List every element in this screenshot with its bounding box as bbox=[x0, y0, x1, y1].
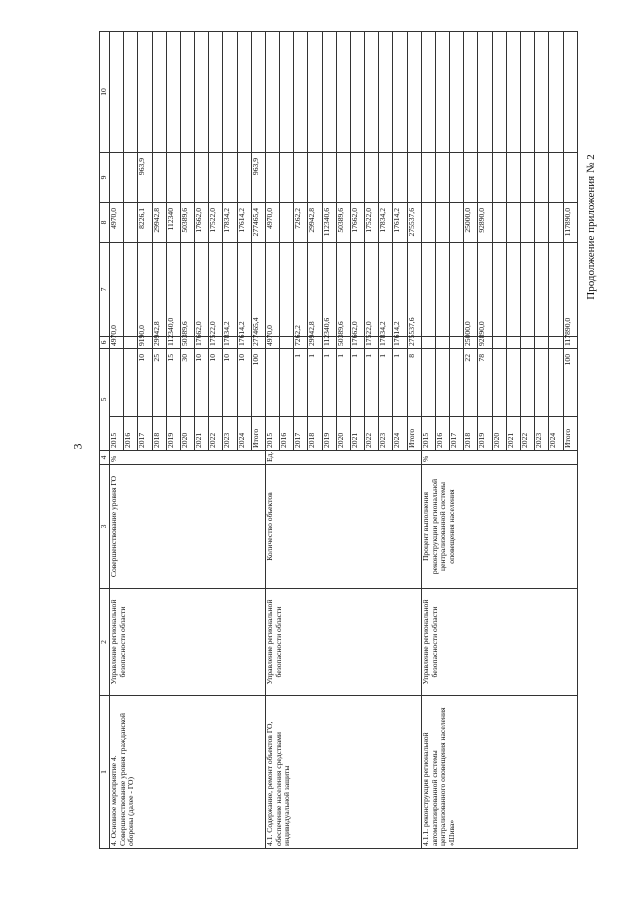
value-cell-c9 bbox=[563, 152, 578, 202]
value-cell-c6: 17834,2 bbox=[223, 336, 237, 348]
value-cell-c5: 10 bbox=[138, 348, 152, 416]
year-cell: 2019 bbox=[166, 417, 180, 451]
value-cell-c9 bbox=[407, 152, 421, 202]
value-cell-c9: 963,9 bbox=[251, 152, 265, 202]
column-number-cell: 1 bbox=[100, 696, 110, 849]
value-cell-c8 bbox=[506, 202, 520, 242]
value-cell-c5: 1 bbox=[379, 348, 393, 416]
value-cell-c8: 117890,0 bbox=[563, 202, 578, 242]
activity-cell: 4.1.1. реконструкция региональной автоматизированной системы централизованного оповещения населения «Шива» bbox=[421, 696, 577, 849]
year-cell: Итого bbox=[251, 417, 265, 451]
year-cell: 2023 bbox=[223, 417, 237, 451]
value-cell-c5 bbox=[520, 348, 534, 416]
value-cell-c8 bbox=[280, 202, 294, 242]
value-cell-c8 bbox=[549, 202, 563, 242]
value-cell-c8: 17834,2 bbox=[379, 202, 393, 242]
column-number-cell: 6 bbox=[100, 336, 110, 348]
value-cell-c9 bbox=[365, 152, 379, 202]
year-cell: 2018 bbox=[152, 417, 166, 451]
value-cell-c9 bbox=[421, 152, 435, 202]
value-cell-c8 bbox=[421, 202, 435, 242]
column-number-cell: 8 bbox=[100, 202, 110, 242]
value-cell-c8 bbox=[535, 202, 549, 242]
value-cell-c6: 29942,8 bbox=[152, 336, 166, 348]
value-cell-c10 bbox=[435, 31, 449, 152]
column-number-cell: 9 bbox=[100, 152, 110, 202]
value-cell-c8: 92890,0 bbox=[478, 202, 492, 242]
value-cell-c6: 4970,0 bbox=[265, 336, 279, 348]
table-row bbox=[421, 31, 435, 848]
column-number-row bbox=[100, 31, 110, 848]
table-row bbox=[110, 31, 124, 848]
value-cell-c6: 112340,0 bbox=[166, 336, 180, 348]
value-cell-c6: 17522,0 bbox=[365, 336, 379, 348]
value-cell-c10 bbox=[535, 31, 549, 152]
value-cell-c6: 50389,6 bbox=[336, 336, 350, 348]
value-cell-c8 bbox=[450, 202, 464, 242]
value-cell-c6: 277465,4 bbox=[251, 336, 265, 348]
value-cell-c7 bbox=[520, 242, 534, 336]
value-cell-c10 bbox=[407, 31, 421, 152]
value-cell-c9 bbox=[336, 152, 350, 202]
value-cell-c7 bbox=[450, 242, 464, 336]
value-cell-c5 bbox=[506, 348, 520, 416]
value-cell-c5: 10 bbox=[209, 348, 223, 416]
value-cell-c7 bbox=[421, 242, 435, 336]
value-cell-c9 bbox=[450, 152, 464, 202]
page-number: 3 bbox=[70, 443, 85, 450]
column-number-cell: 7 bbox=[100, 242, 110, 336]
year-cell: 2021 bbox=[350, 417, 364, 451]
year-cell: 2016 bbox=[124, 417, 138, 451]
year-cell: 2021 bbox=[506, 417, 520, 451]
value-cell-c5: 10 bbox=[237, 348, 251, 416]
year-cell: Итого bbox=[563, 417, 578, 451]
value-cell-c10 bbox=[152, 31, 166, 152]
value-cell-c6 bbox=[435, 336, 449, 348]
year-cell: Итого bbox=[407, 417, 421, 451]
year-cell: 2019 bbox=[322, 417, 336, 451]
year-cell: 2021 bbox=[195, 417, 209, 451]
year-cell: 2022 bbox=[520, 417, 534, 451]
activity-cell: 4.1. Содержание, ремонт объектов ГО, обеспечение населения средствами индивидуальной защиты bbox=[265, 696, 421, 849]
value-cell-c9 bbox=[110, 152, 124, 202]
value-cell-c6 bbox=[549, 336, 563, 348]
value-cell-c5 bbox=[265, 348, 279, 416]
year-cell: 2017 bbox=[450, 417, 464, 451]
value-cell-c10 bbox=[322, 31, 336, 152]
value-cell-c5: 1 bbox=[393, 348, 407, 416]
year-cell: 2020 bbox=[336, 417, 350, 451]
value-cell-c8: 17522,0 bbox=[365, 202, 379, 242]
value-cell-c6: 112340,6 bbox=[322, 336, 336, 348]
value-cell-c6: 17662,0 bbox=[195, 336, 209, 348]
value-cell-c8: 7262,2 bbox=[294, 202, 308, 242]
value-cell-c10 bbox=[195, 31, 209, 152]
value-cell-c5: 15 bbox=[166, 348, 180, 416]
year-cell: 2019 bbox=[478, 417, 492, 451]
value-cell-c8: 17614,2 bbox=[237, 202, 251, 242]
value-cell-c9 bbox=[322, 152, 336, 202]
year-cell: 2015 bbox=[265, 417, 279, 451]
value-cell-c5: 22 bbox=[464, 348, 478, 416]
value-cell-c7 bbox=[549, 242, 563, 336]
value-cell-c5: 25 bbox=[152, 348, 166, 416]
value-cell-c5 bbox=[280, 348, 294, 416]
value-cell-c8: 275537,6 bbox=[407, 202, 421, 242]
year-cell: 2016 bbox=[280, 417, 294, 451]
value-cell-c10 bbox=[294, 31, 308, 152]
value-cell-c8 bbox=[492, 202, 506, 242]
executor-cell: Управление региональной безопасности области bbox=[265, 589, 421, 696]
value-cell-c5: 10 bbox=[223, 348, 237, 416]
year-cell: 2024 bbox=[393, 417, 407, 451]
value-cell-c6: 17614,2 bbox=[237, 336, 251, 348]
indicator-cell: Совершенствование уровня ГО bbox=[110, 465, 266, 589]
value-cell-c9 bbox=[506, 152, 520, 202]
unit-cell: % bbox=[421, 451, 577, 465]
indicator-cell: Процент выполнения реконструкции региональной централизованной системы оповещения населения bbox=[421, 465, 577, 589]
value-cell-c9 bbox=[308, 152, 322, 202]
value-cell-c9 bbox=[492, 152, 506, 202]
value-cell-c6: 117890,0 bbox=[563, 336, 578, 348]
value-cell-c5: 1 bbox=[350, 348, 364, 416]
value-cell-c10 bbox=[265, 31, 279, 152]
value-cell-c10 bbox=[110, 31, 124, 152]
value-cell-c5 bbox=[549, 348, 563, 416]
value-cell-c5: 8 bbox=[407, 348, 421, 416]
value-cell-c10 bbox=[450, 31, 464, 152]
value-cell-c6 bbox=[450, 336, 464, 348]
column-number-cell: 3 bbox=[100, 465, 110, 589]
value-cell-c8: 112340 bbox=[166, 202, 180, 242]
value-cell-c5 bbox=[435, 348, 449, 416]
value-cell-c9 bbox=[350, 152, 364, 202]
value-cell-c9 bbox=[152, 152, 166, 202]
value-cell-c5 bbox=[124, 348, 138, 416]
value-cell-c7 bbox=[138, 242, 152, 336]
year-cell: 2017 bbox=[138, 417, 152, 451]
value-cell-c10 bbox=[336, 31, 350, 152]
value-cell-c6: 17662,0 bbox=[350, 336, 364, 348]
value-cell-c7 bbox=[110, 242, 124, 336]
year-cell: 2018 bbox=[464, 417, 478, 451]
value-cell-c6 bbox=[535, 336, 549, 348]
value-cell-c10 bbox=[379, 31, 393, 152]
executor-cell: Управление региональной безопасности области bbox=[421, 589, 577, 696]
value-cell-c5: 10 bbox=[195, 348, 209, 416]
value-cell-c8 bbox=[435, 202, 449, 242]
value-cell-c10 bbox=[166, 31, 180, 152]
value-cell-c8 bbox=[124, 202, 138, 242]
table-row bbox=[265, 31, 279, 848]
value-cell-c10 bbox=[209, 31, 223, 152]
program-table bbox=[99, 31, 578, 849]
value-cell-c6: 4970,0 bbox=[110, 336, 124, 348]
value-cell-c5: 30 bbox=[180, 348, 194, 416]
value-cell-c8 bbox=[520, 202, 534, 242]
value-cell-c7 bbox=[492, 242, 506, 336]
value-cell-c6: 29942,8 bbox=[308, 336, 322, 348]
value-cell-c8: 17614,2 bbox=[393, 202, 407, 242]
value-cell-c9 bbox=[166, 152, 180, 202]
value-cell-c8: 8226,1 bbox=[138, 202, 152, 242]
value-cell-c6 bbox=[421, 336, 435, 348]
column-number-cell: 10 bbox=[100, 31, 110, 152]
value-cell-c6 bbox=[492, 336, 506, 348]
activity-cell: 4. Основное мероприятие 4. Совершенствование уровня гражданской обороны (далее - ГО) bbox=[110, 696, 266, 849]
year-cell: 2022 bbox=[209, 417, 223, 451]
value-cell-c6 bbox=[506, 336, 520, 348]
year-cell: 2015 bbox=[421, 417, 435, 451]
value-cell-c5: 78 bbox=[478, 348, 492, 416]
value-cell-c10 bbox=[308, 31, 322, 152]
value-cell-c6 bbox=[124, 336, 138, 348]
year-cell: 2024 bbox=[549, 417, 563, 451]
value-cell-c7 bbox=[294, 242, 308, 336]
value-cell-c10 bbox=[520, 31, 534, 152]
value-cell-c10 bbox=[365, 31, 379, 152]
value-cell-c7 bbox=[506, 242, 520, 336]
value-cell-c6: 50389,6 bbox=[180, 336, 194, 348]
value-cell-c8: 112340,6 bbox=[322, 202, 336, 242]
appendix-title bbox=[585, 127, 597, 327]
value-cell-c10 bbox=[464, 31, 478, 152]
value-cell-c8: 17662,0 bbox=[350, 202, 364, 242]
value-cell-c8: 4970,0 bbox=[265, 202, 279, 242]
value-cell-c5: 1 bbox=[294, 348, 308, 416]
executor-cell: Управление региональной безопасности области bbox=[110, 589, 266, 696]
value-cell-c7 bbox=[435, 242, 449, 336]
value-cell-c8: 17834,2 bbox=[223, 202, 237, 242]
year-cell: 2023 bbox=[379, 417, 393, 451]
value-cell-c7 bbox=[280, 242, 294, 336]
value-cell-c9 bbox=[195, 152, 209, 202]
value-cell-c8: 17662,0 bbox=[195, 202, 209, 242]
value-cell-c9 bbox=[209, 152, 223, 202]
value-cell-c6: 9190,0 bbox=[138, 336, 152, 348]
value-cell-c6: 17522,0 bbox=[209, 336, 223, 348]
year-cell: 2020 bbox=[492, 417, 506, 451]
value-cell-c8: 4970,0 bbox=[110, 202, 124, 242]
value-cell-c10 bbox=[492, 31, 506, 152]
value-cell-c5 bbox=[421, 348, 435, 416]
year-cell: 2016 bbox=[435, 417, 449, 451]
value-cell-c9 bbox=[237, 152, 251, 202]
value-cell-c9 bbox=[520, 152, 534, 202]
value-cell-c9 bbox=[124, 152, 138, 202]
value-cell-c8: 277465,4 bbox=[251, 202, 265, 242]
value-cell-c10 bbox=[478, 31, 492, 152]
value-cell-c5 bbox=[492, 348, 506, 416]
value-cell-c5: 100 bbox=[251, 348, 265, 416]
value-cell-c10 bbox=[138, 31, 152, 152]
value-cell-c10 bbox=[124, 31, 138, 152]
year-cell: 2015 bbox=[110, 417, 124, 451]
value-cell-c10 bbox=[549, 31, 563, 152]
value-cell-c5: 1 bbox=[308, 348, 322, 416]
year-cell: 2018 bbox=[308, 417, 322, 451]
value-cell-c8: 17522,0 bbox=[209, 202, 223, 242]
value-cell-c10 bbox=[563, 31, 578, 152]
value-cell-c7 bbox=[124, 242, 138, 336]
table-frame bbox=[99, 32, 578, 849]
year-cell: 2020 bbox=[180, 417, 194, 451]
value-cell-c5 bbox=[535, 348, 549, 416]
value-cell-c9 bbox=[265, 152, 279, 202]
value-cell-c10 bbox=[280, 31, 294, 152]
year-cell: 2022 bbox=[365, 417, 379, 451]
value-cell-c10 bbox=[223, 31, 237, 152]
value-cell-c10 bbox=[421, 31, 435, 152]
column-number-cell: 2 bbox=[100, 589, 110, 696]
year-cell: 2024 bbox=[237, 417, 251, 451]
value-cell-c9 bbox=[549, 152, 563, 202]
value-cell-c7 bbox=[535, 242, 549, 336]
value-cell-c9 bbox=[280, 152, 294, 202]
value-cell-c5 bbox=[110, 348, 124, 416]
value-cell-c8: 25000,0 bbox=[464, 202, 478, 242]
value-cell-c9 bbox=[535, 152, 549, 202]
value-cell-c5: 100 bbox=[563, 348, 578, 416]
value-cell-c6: 17834,2 bbox=[379, 336, 393, 348]
value-cell-c6: 92890,0 bbox=[478, 336, 492, 348]
value-cell-c10 bbox=[506, 31, 520, 152]
year-cell: 2017 bbox=[294, 417, 308, 451]
value-cell-c10 bbox=[237, 31, 251, 152]
value-cell-c6: 25000,0 bbox=[464, 336, 478, 348]
value-cell-c9 bbox=[435, 152, 449, 202]
unit-cell: Ед. bbox=[265, 451, 421, 465]
column-number-cell: 5 bbox=[100, 348, 110, 450]
indicator-cell: Количество объектов bbox=[265, 465, 421, 589]
value-cell-c6: 17614,2 bbox=[393, 336, 407, 348]
column-number-cell: 4 bbox=[100, 451, 110, 465]
value-cell-c6 bbox=[280, 336, 294, 348]
value-cell-c5: 1 bbox=[322, 348, 336, 416]
value-cell-c9 bbox=[223, 152, 237, 202]
value-cell-c9 bbox=[180, 152, 194, 202]
value-cell-c9: 963,9 bbox=[138, 152, 152, 202]
value-cell-c9 bbox=[379, 152, 393, 202]
value-cell-c6: 7262,2 bbox=[294, 336, 308, 348]
value-cell-c10 bbox=[251, 31, 265, 152]
value-cell-c6: 275537,6 bbox=[407, 336, 421, 348]
value-cell-c10 bbox=[180, 31, 194, 152]
year-cell: 2023 bbox=[535, 417, 549, 451]
value-cell-c8: 29942,8 bbox=[308, 202, 322, 242]
value-cell-c8: 50389,6 bbox=[180, 202, 194, 242]
value-cell-c10 bbox=[350, 31, 364, 152]
value-cell-c7 bbox=[265, 242, 279, 336]
value-cell-c5: 1 bbox=[365, 348, 379, 416]
value-cell-c9 bbox=[464, 152, 478, 202]
value-cell-c5 bbox=[450, 348, 464, 416]
unit-cell: % bbox=[110, 451, 266, 465]
value-cell-c8: 50389,6 bbox=[336, 202, 350, 242]
value-cell-c9 bbox=[478, 152, 492, 202]
value-cell-c6 bbox=[520, 336, 534, 348]
value-cell-c5: 1 bbox=[336, 348, 350, 416]
value-cell-c9 bbox=[294, 152, 308, 202]
appendix-title-text: Продолжение приложения № 2 bbox=[585, 154, 597, 300]
value-cell-c8: 29942,8 bbox=[152, 202, 166, 242]
value-cell-c9 bbox=[393, 152, 407, 202]
value-cell-c10 bbox=[393, 31, 407, 152]
